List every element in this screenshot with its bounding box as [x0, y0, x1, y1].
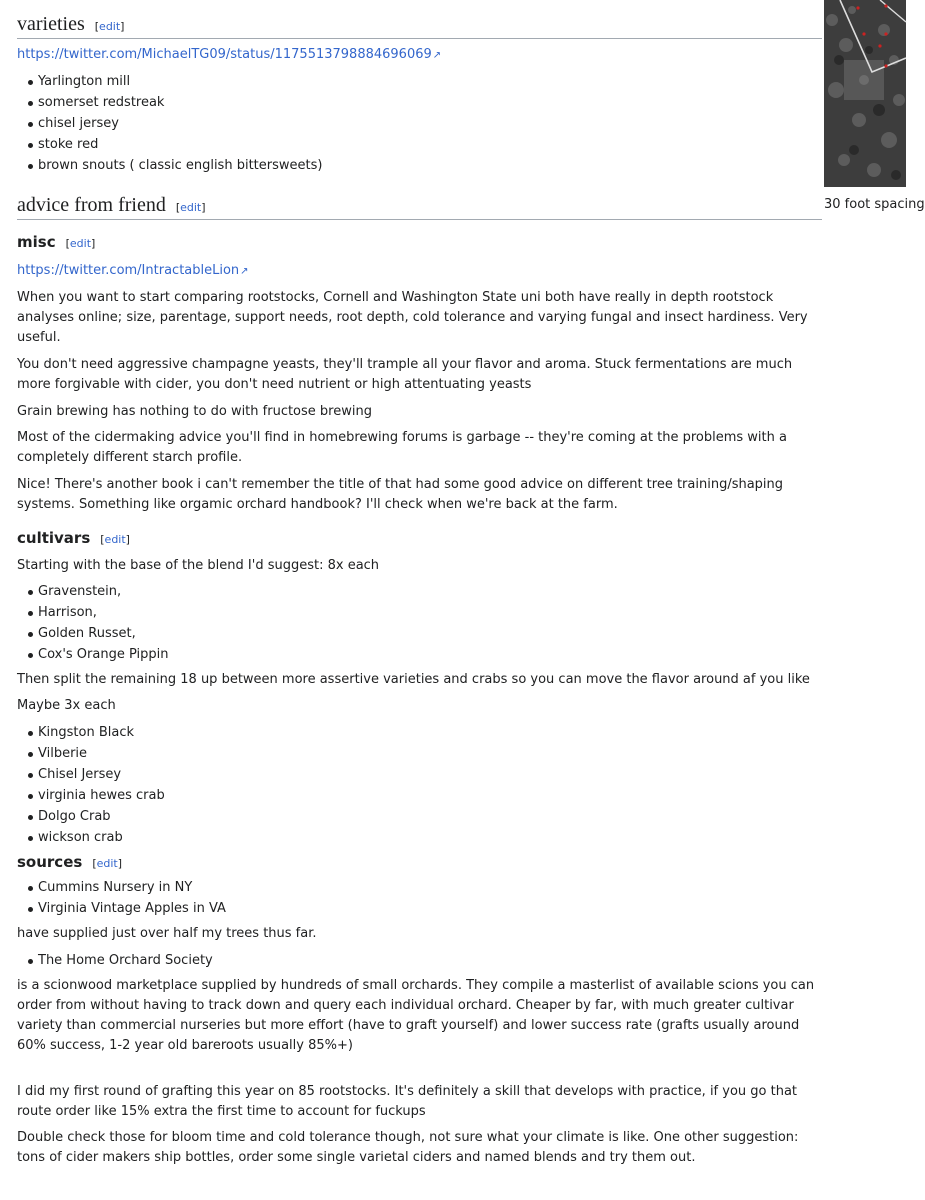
heading-varieties — [17, 12, 822, 39]
sources-grafting-text: I did my first round of grafting this year on 85 rootstocks. It's definitely a skill that develops with practice, if you go that route order like 15% extra the first time to account for fuckups — [17, 1083, 798, 1119]
edit-link-varieties[interactable]: edit — [99, 20, 121, 33]
varieties-twitter-link[interactable]: https://twitter.com/MichaelTG09/status/1175513798884696069 — [17, 47, 432, 62]
list-item: Virginia Vintage Apples in VA — [38, 898, 822, 919]
cultivars-intro: Starting with the base of the blend I'd suggest: 8x each — [17, 558, 380, 573]
edit-section-cultivars: [edit] — [100, 532, 130, 546]
list-item: Chisel Jersey — [38, 764, 822, 785]
cultivars-split-text: Then split the remaining 18 up between more assertive varieties and crabs so you can move the flavor around af you like — [17, 672, 810, 687]
heading-cultivars-text: cultivars — [17, 528, 91, 547]
sources-society-list — [17, 950, 822, 971]
list-item: Dolgo Crab — [38, 806, 822, 827]
edit-section-sources: [edit] — [92, 857, 123, 870]
misc-link-para — [17, 261, 822, 282]
list-item: Vilberie — [38, 743, 822, 764]
list-item: chisel jersey — [38, 113, 822, 134]
edit-section-varieties: [edit] — [94, 20, 125, 33]
list-item: Harrison, — [38, 602, 822, 623]
list-item: somerset redstreak — [38, 92, 822, 113]
list-item: Cox's Orange Pippin — [38, 644, 822, 665]
sources-society-text: is a scionwood marketplace supplied by hundreds of small orchards. They compile a masterlist of available scions you can order from without having to track down and query each individual orchard. Cheaper by far, with much greater cultivar variety than commercial nurseries but more effort (have to graft yourself) and lower success rate (grafts usually around 60% success, 1-2 year old bareroots usually 85%+) — [17, 977, 815, 1053]
heading-misc — [17, 233, 822, 253]
misc-paragraph: When you want to start comparing rootstocks, Cornell and Washington State uni both have really in depth rootstock analyses online; size, parentage, support needs, root depth, cold tolerance and varying fungal and insect hardiness. Very useful. — [17, 289, 808, 345]
edit-section-misc: [edit] — [65, 237, 96, 250]
list-item: The Home Orchard Society — [38, 950, 822, 971]
list-item: Golden Russet, — [38, 623, 822, 644]
external-link-icon: ↗ — [240, 265, 249, 277]
edit-link-advice[interactable]: edit — [180, 201, 202, 214]
heading-advice-text: advice from friend — [17, 194, 166, 216]
list-item: stoke red — [38, 134, 822, 155]
edit-link-misc[interactable]: edit — [69, 237, 92, 250]
heading-misc-text: misc — [17, 233, 56, 251]
edit-link-cultivars[interactable]: edit — [104, 532, 126, 546]
cultivars-maybe-text: Maybe 3x each — [17, 698, 116, 713]
sources-nursery-list — [17, 877, 822, 919]
list-item: Kingston Black — [38, 722, 822, 743]
heading-cultivars — [17, 529, 822, 549]
heading-varieties-text: varieties — [17, 13, 85, 35]
list-item: wickson crab — [38, 827, 822, 848]
image-caption: 30 foot spacing — [824, 197, 925, 212]
list-item: brown snouts ( classic english bittersweets) — [38, 155, 822, 176]
list-item: virginia hewes crab — [38, 785, 822, 806]
cultivars-base-list — [17, 581, 822, 665]
heading-sources — [17, 853, 822, 873]
orchard-aerial-graphic — [824, 0, 906, 187]
misc-paragraph: Nice! There's another book i can't remember the title of that had some good advice on different tree training/shaping systems. Something like orgamic orchard handbook? I'll check when we're back at the farm. — [17, 476, 784, 512]
list-item: Yarlington mill — [38, 71, 822, 92]
misc-twitter-link[interactable]: https://twitter.com/IntractableLion — [17, 262, 240, 278]
external-link-icon: ↗ — [432, 50, 442, 61]
misc-paragraph: Grain brewing has nothing to do with fructose brewing — [17, 403, 372, 419]
heading-sources-text: sources — [17, 853, 83, 871]
varieties-list — [17, 71, 822, 176]
edit-link-sources[interactable]: edit — [96, 857, 118, 870]
misc-paragraph: You don't need aggressive champagne yeasts, they'll trample all your flavor and aroma. Stuck fermentations are much more forgivable with cider, you don't need nutrient or high attentuating yeasts — [17, 356, 793, 392]
article-content — [17, 0, 822, 1168]
sources-supplied-text: have supplied just over half my trees thus far. — [17, 925, 317, 941]
misc-paragraph: Most of the cidermaking advice you'll find in homebrewing forums is garbage -- they're coming at the problems with a completely different starch profile. — [17, 429, 787, 465]
orchard-aerial-image[interactable] — [824, 0, 906, 187]
edit-section-advice: [edit] — [175, 201, 206, 214]
list-item: Cummins Nursery in NY — [38, 877, 822, 898]
heading-advice — [17, 193, 822, 220]
varieties-link-para — [17, 45, 822, 66]
sources-double-check-text: Double check those for bloom time and cold tolerance though, not sure what your climate is like. One other suggestion: tons of cider makers ship bottles, order some single varietal ciders and named blends and try them out. — [17, 1129, 799, 1165]
cultivars-assertive-list — [17, 722, 822, 848]
list-item: Gravenstein, — [38, 581, 822, 602]
